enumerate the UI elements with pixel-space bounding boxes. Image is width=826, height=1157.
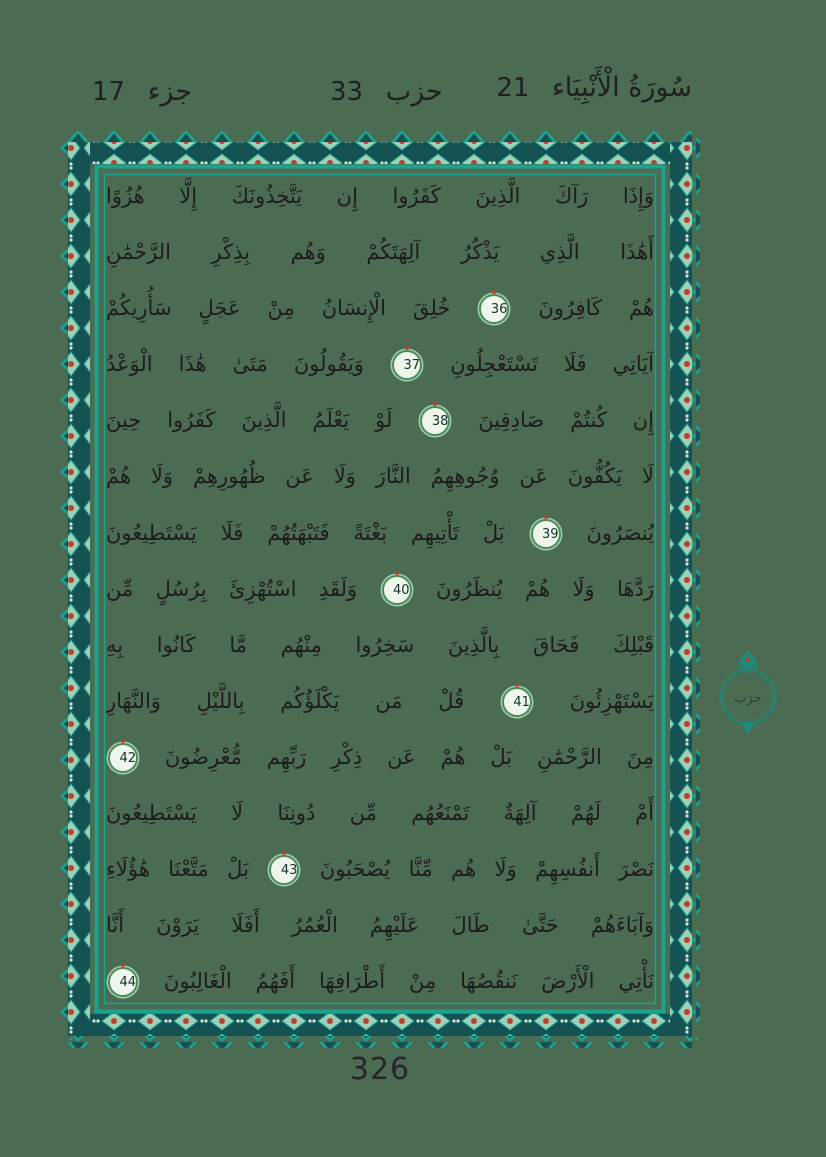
quran-text-segment: أَمْ لَهُمْ آلِهَةٌ تَمْنَعُهُم مِّن دُونِنَا لَا يَسْتَطِيعُونَ (106, 801, 654, 826)
quran-line (106, 897, 654, 953)
quran-text-segment: هُمْ كَافِرُونَ (538, 296, 654, 321)
hizb-medallion-icon (713, 648, 783, 736)
quran-text-segment: قُلْ مَن يَكْلَؤُكُم بِاللَّيْلِ وَالنَّهَارِ (106, 688, 465, 713)
surah-name: سُورَةُ الْأَنْبِيَاء (552, 72, 692, 103)
hizb-number: 33 (330, 77, 364, 107)
quran-text-segment: نَصْرَ أَنفُسِهِمْ وَلَا هُم مِّنَّا يُصْحَبُونَ (319, 857, 654, 882)
juz-label: جزء (147, 76, 192, 107)
quran-line (106, 785, 654, 841)
hizb-medallion-label: حزب (734, 691, 762, 706)
hizb-medallion (713, 648, 783, 736)
quran-text-segment: آيَاتِي فَلَا تَسْتَعْجِلُونِ (450, 352, 654, 377)
quran-text-segment: بَلْ تَأْتِيهِم بَغْتَةً فَتَبْهَتُهُمْ فَلَا يَسْتَطِيعُونَ (106, 520, 505, 545)
quran-line (106, 841, 654, 897)
verse-number-marker: 44 (108, 967, 138, 997)
verse-number-marker: 37 (392, 350, 422, 380)
quran-line (106, 561, 654, 617)
quran-line (106, 280, 654, 336)
quran-text-segment: بَلْ مَتَّعْنَا هَٰؤُلَاءِ (106, 857, 249, 882)
quran-text (106, 168, 654, 1010)
verse-number-marker: 36 (479, 294, 509, 324)
quran-text-segment: وَلَقَدِ اسْتُهْزِئَ بِرُسُلٍ مِّن (106, 576, 358, 601)
quran-line (106, 392, 654, 448)
quran-text-segment: نَأْتِي الْأَرْضَ نَنقُصُهَا مِنْ أَطْرَافِهَا أَفَهُمُ الْغَالِبُونَ (163, 969, 654, 994)
verse-number-marker: 40 (382, 575, 412, 605)
quran-line (106, 224, 654, 280)
quran-line (106, 505, 654, 561)
verse-number-marker: 41 (502, 687, 532, 717)
quran-text-segment: يُنصَرُونَ (586, 520, 654, 545)
surah-title (496, 72, 692, 103)
quran-text-segment: وَإِذَا رَآكَ الَّذِينَ كَفَرُوا إِن يَتَّخِذُونَكَ إِلَّا هُزُوًا (106, 184, 654, 208)
quran-line (106, 729, 654, 785)
quran-text-segment: قَبْلِكَ فَحَاقَ بِالَّذِينَ سَخِرُوا مِنْهُم مَّا كَانُوا بِهِ (106, 632, 654, 657)
quran-line (106, 336, 654, 392)
quran-text-segment: يَسْتَهْزِئُونَ (569, 688, 654, 713)
quran-line (106, 673, 654, 729)
verse-number-marker: 39 (531, 519, 561, 549)
hizb-indicator (330, 76, 443, 107)
quran-text-segment: إِن كُنتُمْ صَادِقِينَ (478, 408, 654, 433)
quran-text-segment: لَوْ يَعْلَمُ الَّذِينَ كَفَرُوا حِينَ (106, 408, 393, 433)
quran-text-segment: وَيَقُولُونَ مَتَىٰ هَٰذَا الْوَعْدُ (106, 352, 364, 377)
quran-text-segment: وَآبَاءَهُمْ حَتَّىٰ طَالَ عَلَيْهِمُ الْعُمُرُ أَفَلَا يَرَوْنَ أَنَّا (106, 913, 654, 938)
juz-indicator (92, 76, 192, 107)
quran-text-segment: مِنَ الرَّحْمَٰنِ بَلْ هُمْ عَن ذِكْرِ رَبِّهِم مُّعْرِضُونَ (164, 744, 654, 769)
juz-number: 17 (92, 77, 126, 107)
verse-number-marker: 42 (108, 743, 138, 773)
hizb-label: حزب (385, 76, 443, 107)
quran-text-segment: خُلِقَ الْإِنسَانُ مِنْ عَجَلٍ سَأُرِيكُمْ (106, 296, 451, 321)
quran-line (106, 448, 654, 504)
quran-line (106, 617, 654, 673)
page-number: 326 (349, 1052, 411, 1087)
quran-text-segment: رَدَّهَا وَلَا هُمْ يُنظَرُونَ (436, 576, 654, 601)
verse-number-marker: 38 (420, 406, 450, 436)
quran-line (106, 953, 654, 1009)
quran-line (106, 168, 654, 224)
quran-text-segment: أَهَٰذَا الَّذِي يَذْكُرُ آلِهَتَكُمْ وَهُم بِذِكْرِ الرَّحْمَٰنِ (106, 240, 654, 265)
surah-number: 21 (496, 73, 530, 103)
quran-text-segment: لَا يَكُفُّونَ عَن وُجُوهِهِمُ النَّارَ وَلَا عَن ظُهُورِهِمْ وَلَا هُمْ (106, 464, 654, 489)
verse-number-marker: 43 (269, 855, 299, 885)
